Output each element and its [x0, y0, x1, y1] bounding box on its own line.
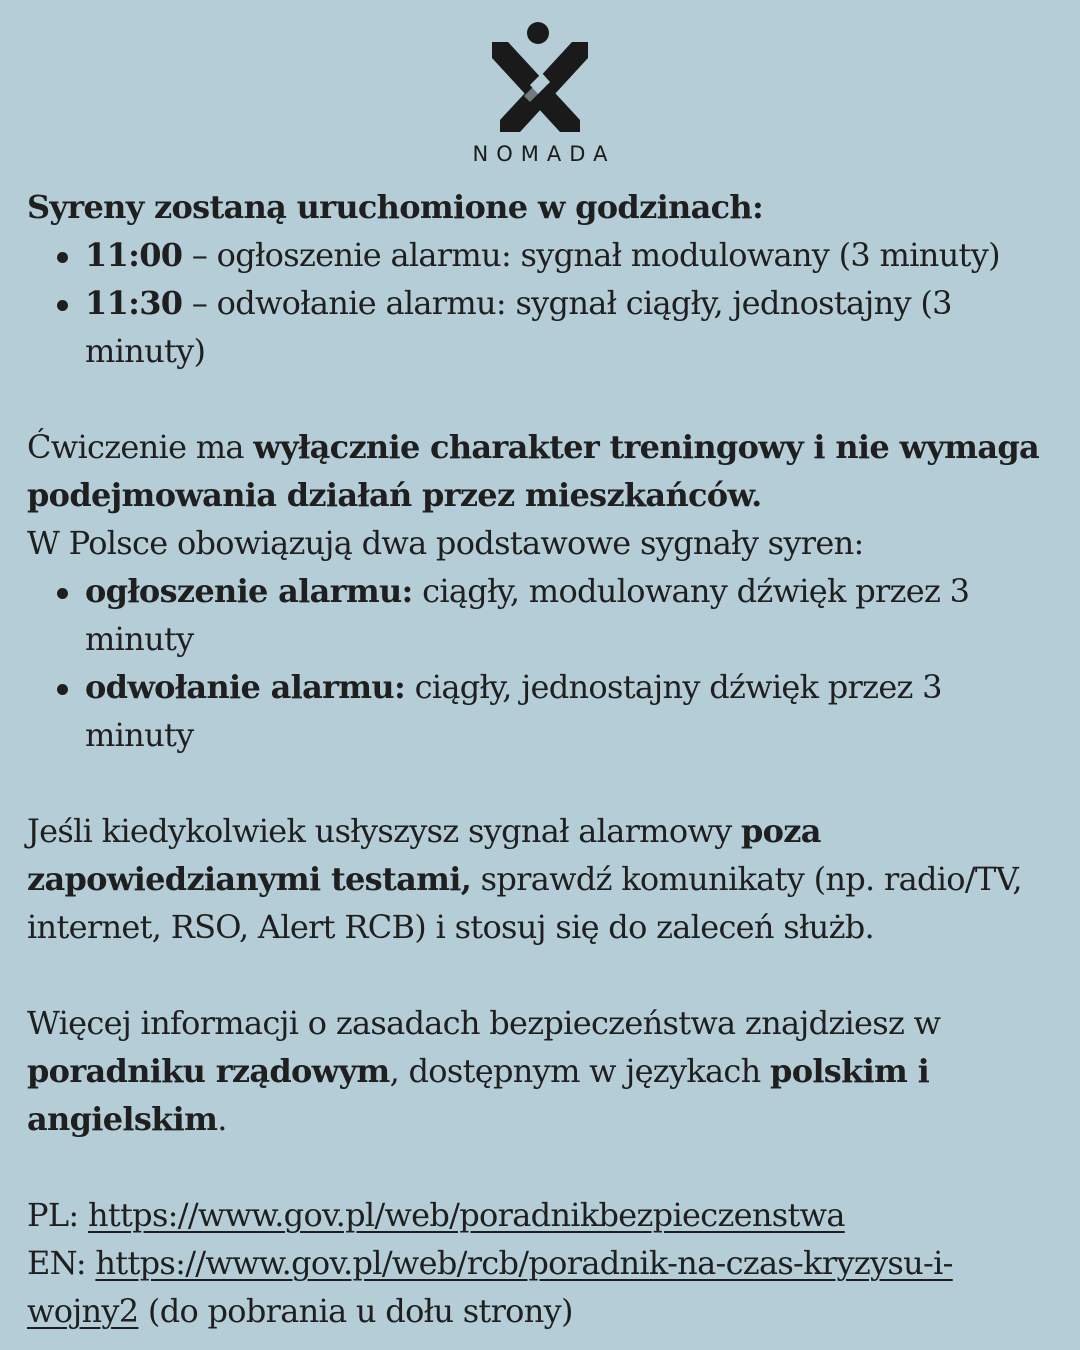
more-info-paragraph: Więcej informacji o zasadach bezpieczeństwa znajdziesz w poradniku rządowym, dostępnym w językach polskim i angielskim. — [27, 1004, 941, 1138]
link-en[interactable]: https://www.gov.pl/web/rcb/poradnik-na-czas-kryzysu-i-wojny2 — [27, 1244, 953, 1330]
sirens-list — [27, 231, 1057, 375]
signals-intro: W Polsce obowiązują dwa podstawowe sygnały syren: — [27, 524, 864, 562]
sirens-heading: Syreny zostaną uruchomione w godzinach: — [27, 188, 764, 226]
link-pl[interactable]: https://www.gov.pl/web/poradnikbezpieczenstwa — [87, 1196, 845, 1234]
alarm-notice-paragraph: Jeśli kiedykolwiek usłyszysz sygnał alarmowy poza zapowiedzianymi testami, sprawdź komunikaty (np. radio/TV, internet, RSO, Alert RCB) i stosuj się do zaleceń służb. — [27, 812, 1022, 946]
link-pl-line: PL: https://www.gov.pl/web/poradnikbezpieczenstwa — [27, 1196, 845, 1234]
signals-list — [27, 567, 1057, 759]
logo — [0, 16, 1080, 166]
list-item: 11:00 – ogłoszenie alarmu: sygnał modulowany (3 minuty) — [27, 231, 1057, 279]
list-item: 11:30 – odwołanie alarmu: sygnał ciągły, jednostajny (3 minuty) — [27, 279, 1057, 375]
nomada-logo-icon — [490, 16, 590, 132]
exercise-paragraph: Ćwiczenie ma wyłącznie charakter treningowy i nie wymaga podejmowania działań przez mieszkańców. — [27, 428, 1040, 514]
document-body — [27, 183, 1057, 1335]
brand-name: NOMADA — [472, 142, 616, 166]
link-en-line: EN: https://www.gov.pl/web/rcb/poradnik-na-czas-kryzysu-i-wojny2 (do pobrania u dołu strony) — [27, 1244, 953, 1330]
list-item: odwołanie alarmu: ciągły, jednostajny dźwięk przez 3 minuty — [27, 663, 1057, 759]
list-item: ogłoszenie alarmu: ciągły, modulowany dźwięk przez 3 minuty — [27, 567, 1057, 663]
